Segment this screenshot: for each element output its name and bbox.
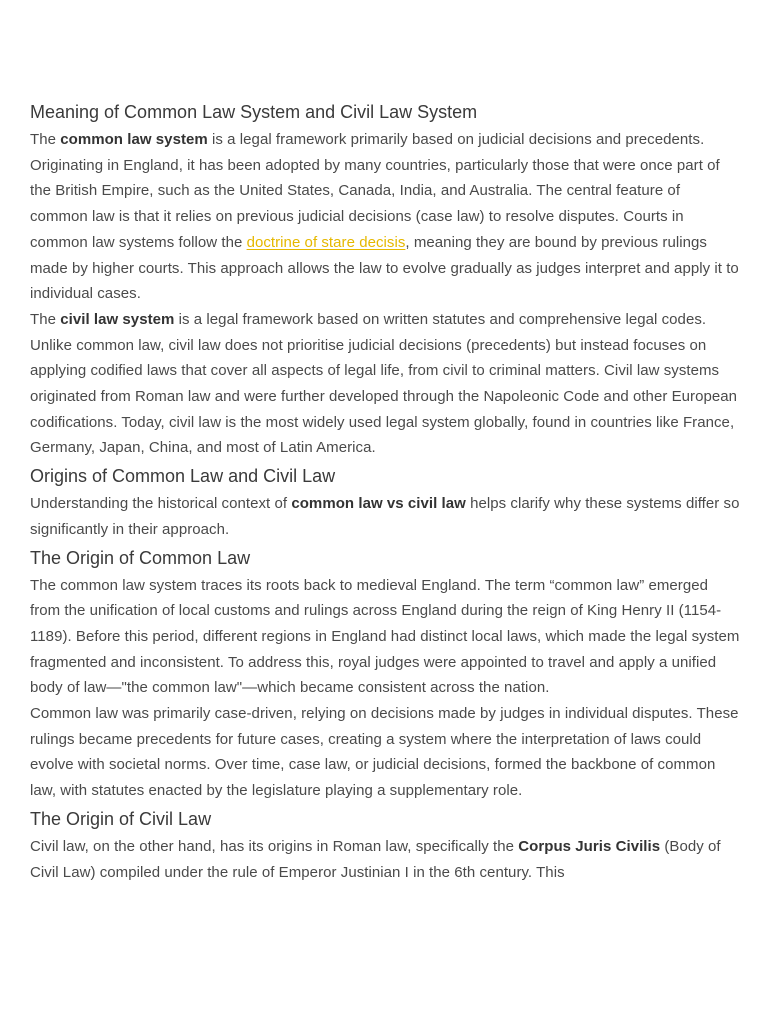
paragraph-origin-common-2: Common law was primarily case-driven, relying on decisions made by judges in individual disputes. These rulings became precedents for future cases, creating a system where the interpretation of laws could evolve with societal norms. Over time, case law, or judicial decisions, formed the backbone of common law, with statutes enacted by the legislature playing a supplementary role. (30, 705, 739, 800)
heading-origin-civil-law: The Origin of Civil Law (30, 808, 212, 829)
bold-term-corpus-juris-civilis: Corpus Juris Civilis (518, 837, 661, 855)
paragraph-civil-law-meaning (30, 307, 742, 461)
heading-origins: Origins of Common Law and Civil Law (30, 466, 336, 487)
text-span: , meaning they are bound by previous rulings made by higher courts. This approach allows the law to evolve gradually as judges interpret and apply it to individual cases. (30, 233, 739, 303)
paragraph-common-law-meaning (30, 127, 742, 307)
heading-origin-common-law: The Origin of Common Law (30, 547, 251, 568)
text-span: The (30, 310, 61, 328)
bold-term-common-vs-civil: common law vs civil law (291, 495, 466, 513)
text-span: helps clarify why these systems differ so significantly in their approach. (30, 495, 740, 538)
text-span: is a legal framework based on written statutes and comprehensive legal codes. Unlike common law, civil law does not prioritise judicial decisions (precedents) but instead focuses on applying codified laws that cover all aspects of legal life, from civil to criminal matters. Civil law systems originated from Roman law and were further developed through the Napoleonic Code and other European codifications. Today, civil law is the most widely used legal system globally, found in countries like France, Germany, Japan, China, and most of Latin America. (30, 310, 738, 457)
text-span: (Body of Civil Law) compiled under the rule of Emperor Justinian I in the 6th century. This (30, 837, 721, 881)
text-span: Civil law, on the other hand, has its origins in Roman law, specifically the (30, 837, 519, 855)
bold-term-common-law-system: common law system (60, 131, 208, 148)
stare-decisis-link[interactable]: doctrine of stare decisis (246, 233, 406, 251)
text-span: The (30, 131, 61, 148)
text-span: is a legal framework primarily based on judicial decisions and precedents. Originating in England, it has been adopted by many countries, particularly those that were once part of the British Empire, such as the United States, Canada, India, and Australia. The central feature of common law is that it relies on previous judicial decisions (case law) to resolve disputes. Courts in common law systems follow the (30, 131, 720, 251)
heading-meaning: Meaning of Common Law System and Civil Law System (30, 102, 478, 122)
paragraph-origin-civil-1 (30, 834, 742, 885)
paragraph-origin-common-1: The common law system traces its roots back to medieval England. The term “common law” emerged from the unification of local customs and rulings across England during the reign of King Henry II (1154-1189). Before this period, different regions in England had distinct local laws, which made the legal system fragmented and inconsistent. To address this, royal judges were appointed to travel and apply a unified body of law—"the common law"—which became consistent across the nation. (30, 576, 740, 697)
text-span: Understanding the historical context of (30, 495, 292, 513)
paragraph-origins-intro (30, 491, 742, 542)
bold-term-civil-law-system: civil law system (60, 310, 175, 328)
article-body (30, 100, 742, 885)
